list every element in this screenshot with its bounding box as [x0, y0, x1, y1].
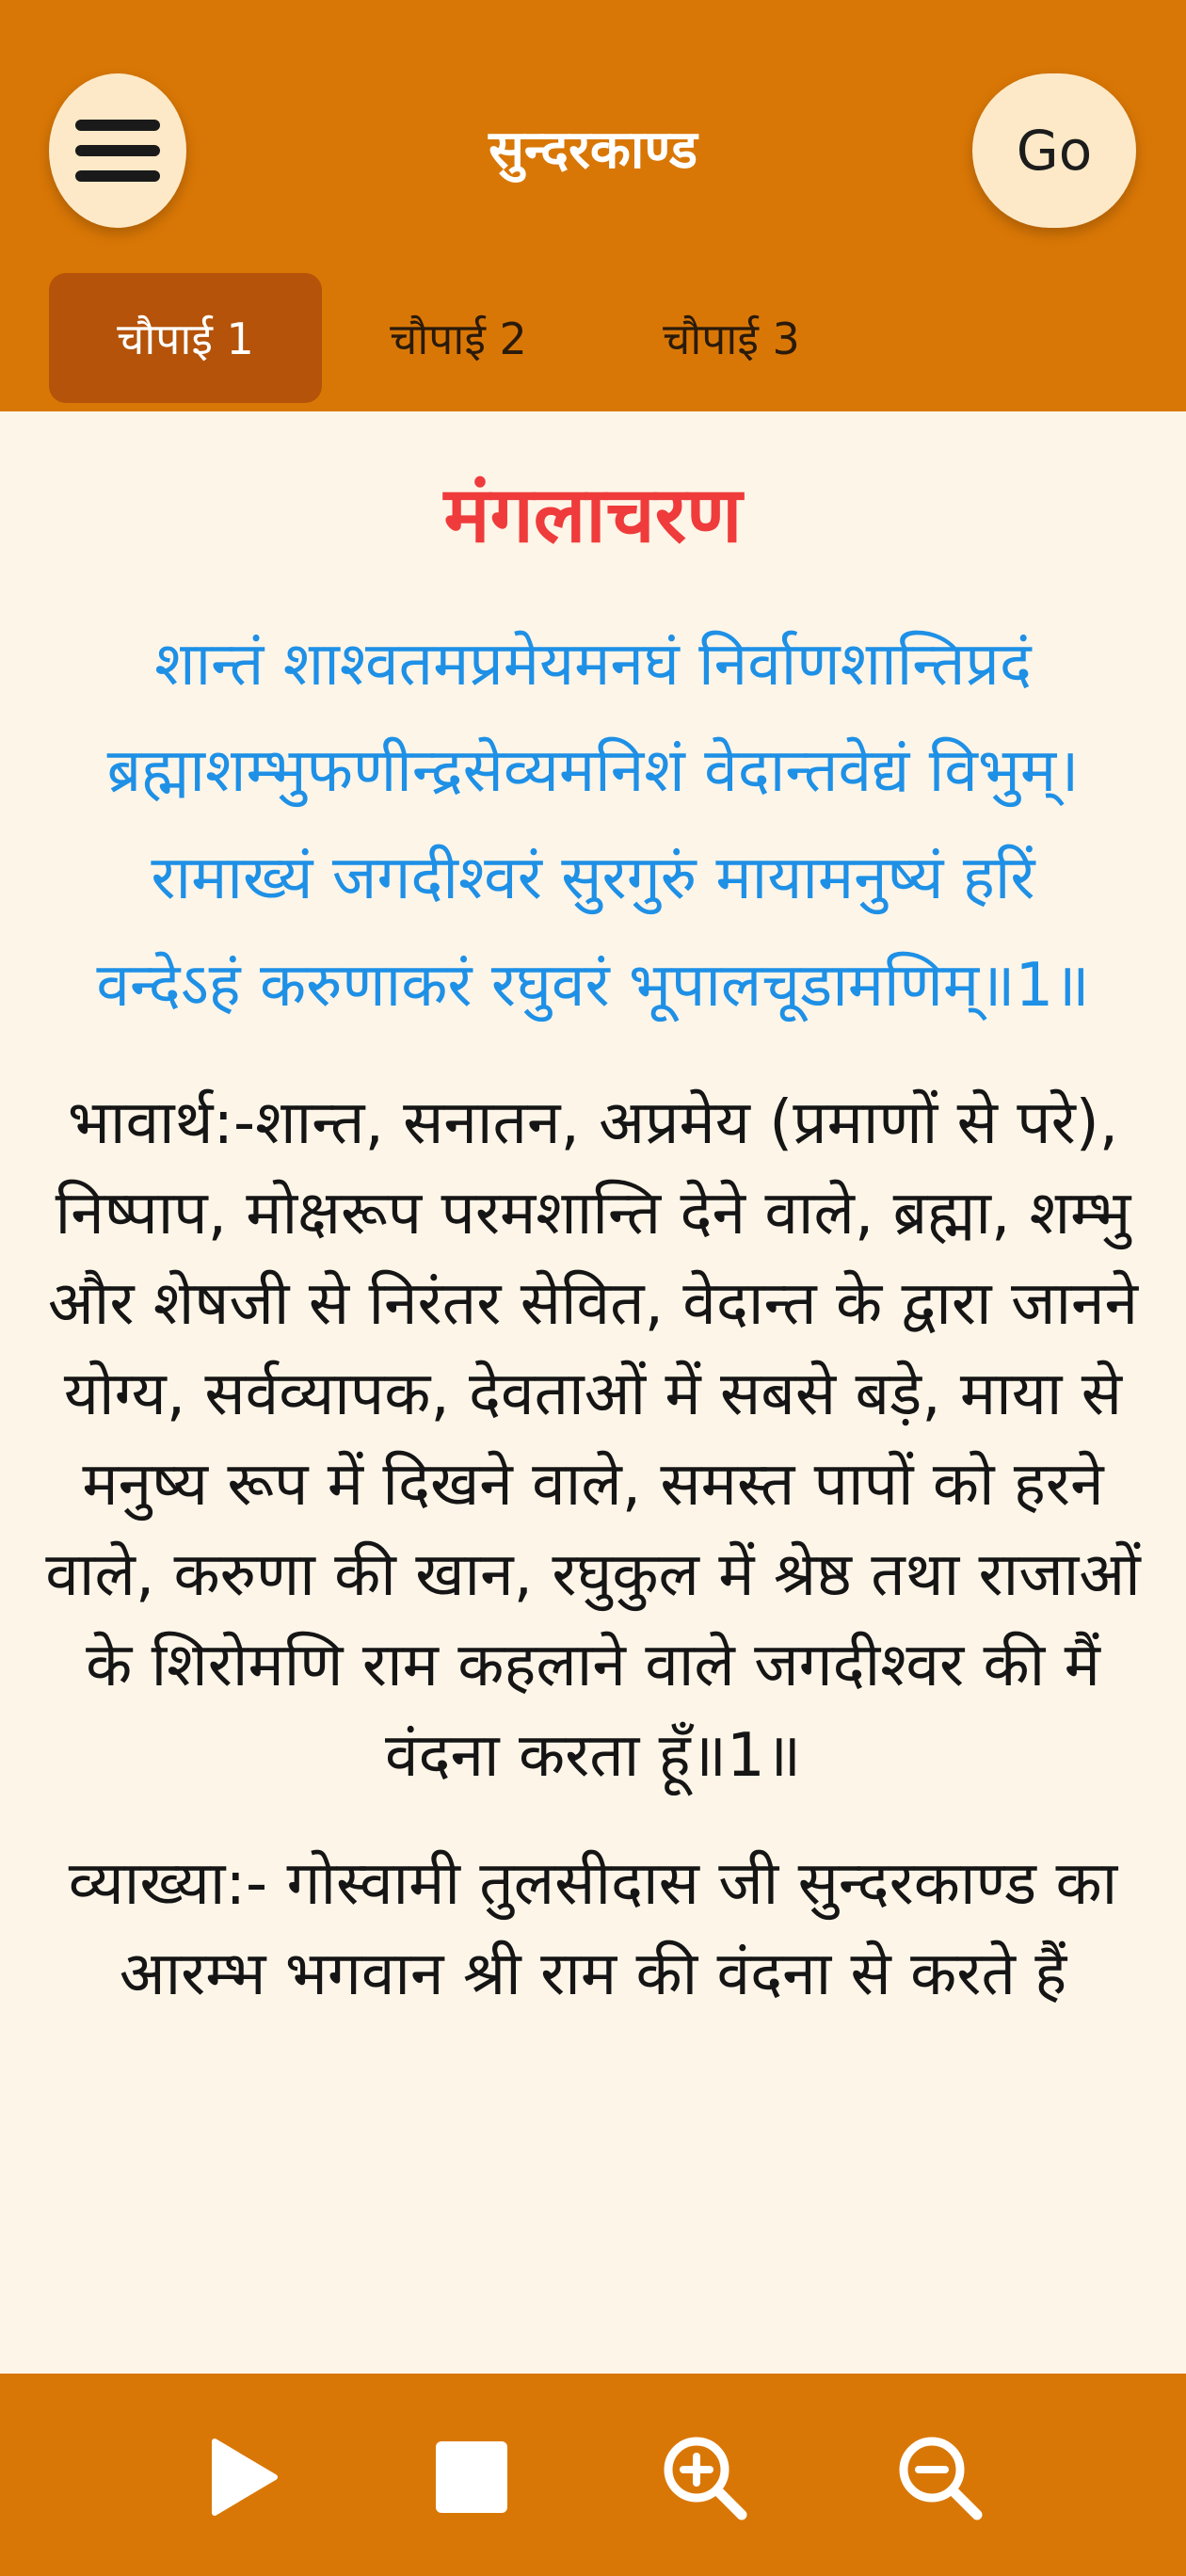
- verse-line: शान्तं शाश्वतमप्रमेयमनघं निर्वाणशान्तिप्रदं: [154, 629, 1032, 700]
- verse-block: [38, 612, 1148, 1041]
- content-area[interactable]: [0, 411, 1186, 2374]
- page-title: सुन्दरकाण्ड: [489, 120, 697, 181]
- zoom-in-icon: [657, 2430, 751, 2524]
- play-icon: [194, 2430, 288, 2524]
- hamburger-menu-icon: [75, 118, 160, 184]
- stop-icon: [425, 2430, 519, 2524]
- explanation-paragraph: व्याख्या:- गोस्वामी तुलसीदास जी सुन्दरकाण्ड का आरम्भ भगवान श्री राम की वंदना से करते हैं: [68, 1849, 1118, 2010]
- menu-button[interactable]: [49, 73, 186, 228]
- zoom-in-button[interactable]: [648, 2421, 761, 2534]
- top-app-bar: [0, 0, 1186, 411]
- tab-chaupai-1[interactable]: चौपाई 1: [49, 273, 322, 403]
- go-button[interactable]: Go: [972, 73, 1136, 228]
- meaning-paragraph: भावार्थ:-शान्त, सनातन, अप्रमेय (प्रमाणों से परे), निष्पाप, मोक्षरूप परमशान्ति देने वाले, ब्रह्मा, शम्भु और शेषजी से निरंतर सेवित, वेदान्त के द्वारा जानने योग्य, सर्वव्यापक, देवताओं में सबसे बड़े, माया से मनुष्य रूप में दिखने वाले, समस्त पापों को हरने वाले, करुणा की खान, रघुकुल में श्रेष्ठ तथा राजाओं के शिरोमणि राम कहलाने वाले जगदीश्वर की मैं वंदना करता हूँ॥1॥: [45, 1088, 1141, 1792]
- verse-line: रामाख्यं जगदीश्वरं सुरगुरुं मायामनुष्यं हरिं: [151, 844, 1035, 914]
- verse-line: वन्देऽहं करुणाकरं रघुवरं भूपालचूडामणिम्॥1॥: [96, 951, 1090, 1022]
- play-button[interactable]: [184, 2421, 297, 2534]
- section-heading: मंगलाचरण: [443, 471, 743, 560]
- stop-button[interactable]: [415, 2421, 528, 2534]
- verse-line: ब्रह्माशम्भुफणीन्द्रसेव्यमनिशं वेदान्तवेद्यं विभुम्।: [106, 736, 1080, 807]
- zoom-out-button[interactable]: [883, 2421, 996, 2534]
- chaupai-tabs: [49, 273, 868, 403]
- zoom-out-icon: [892, 2430, 986, 2524]
- tab-chaupai-2[interactable]: चौपाई 2: [390, 314, 527, 364]
- bottom-control-bar: [0, 2374, 1186, 2576]
- tab-chaupai-3[interactable]: चौपाई 3: [663, 314, 800, 364]
